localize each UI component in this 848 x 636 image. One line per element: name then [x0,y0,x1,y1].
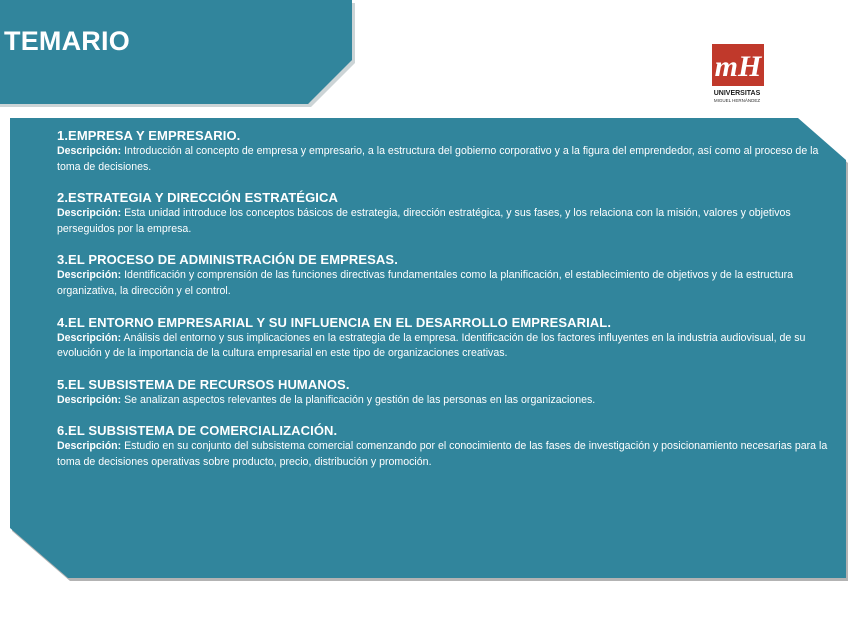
description-text: Estudio en su conjunto del subsistema comercial comenzando por el conocimiento de las fases de investigación y posicionamiento necesarias para la toma de decisiones operativas sobre producto, precio, distribución y promoción. [57,440,828,468]
topic-item [57,377,837,409]
description-label: Descripción: [57,207,122,220]
description-text: Identificación y comprensión de las funciones directivas fundamentales como la planificación, el establecimiento de objetivos y de la estructura organizativa, la dirección y el control. [57,269,794,297]
description-text: Se analizan aspectos relevantes de la planificación y gestión de las personas en las organizaciones. [121,393,596,406]
topic-list [57,128,837,486]
university-logo [704,44,770,108]
topic-description [57,144,837,175]
topic-item [57,128,837,175]
description-label: Descripción: [57,269,122,282]
topic-title: 6.EL SUBSISTEMA DE COMERCIALIZACIÓN. [57,423,338,439]
topic-title: 3.EL PROCESO DE ADMINISTRACIÓN DE EMPRESAS. [57,252,398,268]
logo-subcaption: MIGUEL HERNÁNDEZ [713,98,761,103]
topic-item [57,252,837,299]
logo-caption: UNIVERSITAS [713,90,761,97]
topic-title: 5.EL SUBSISTEMA DE RECURSOS HUMANOS. [57,376,350,392]
description-label: Descripción: [57,393,122,406]
topic-description [57,331,837,362]
topic-title: 1.EMPRESA Y EMPRESARIO. [57,128,241,143]
topic-description [57,393,837,409]
topic-description [57,268,837,299]
topic-description [57,439,837,470]
topic-description [57,206,837,237]
description-label: Descripción: [57,440,122,453]
description-text: Introducción al concepto de empresa y empresario, a la estructura del gobierno corporativo y a la figura del emprendedor, así como al proceso de la toma de decisiones. [57,145,819,173]
topic-item [57,423,837,470]
description-label: Descripción: [57,331,122,344]
page-title: TEMARIO [4,26,130,56]
umh-logo-icon [712,44,764,86]
topic-item [57,190,837,237]
topic-item [57,315,837,362]
topic-title: 4.EL ENTORNO EMPRESARIAL Y SU INFLUENCIA EN EL DESARROLLO EMPRESARIAL. [57,314,612,330]
description-text: Análisis del entorno y sus implicaciones en la estrategia de la empresa. Identificación de los factores influyentes en la industria audiovisual, de su evolución y de la importancia de la cultura empresarial en este tipo de organizaciones creativas. [57,331,806,360]
svg-text:mH: mH [714,50,762,83]
description-text: Esta unidad introduce los conceptos básicos de estrategia, dirección estratégica, y sus fases, y los relaciona con la misión, valores y objetivos perseguidos por la empresa. [57,207,791,235]
topic-title: 2.ESTRATEGIA Y DIRECCIÓN ESTRATÉGICA [57,190,338,206]
description-label: Descripción: [57,145,122,157]
